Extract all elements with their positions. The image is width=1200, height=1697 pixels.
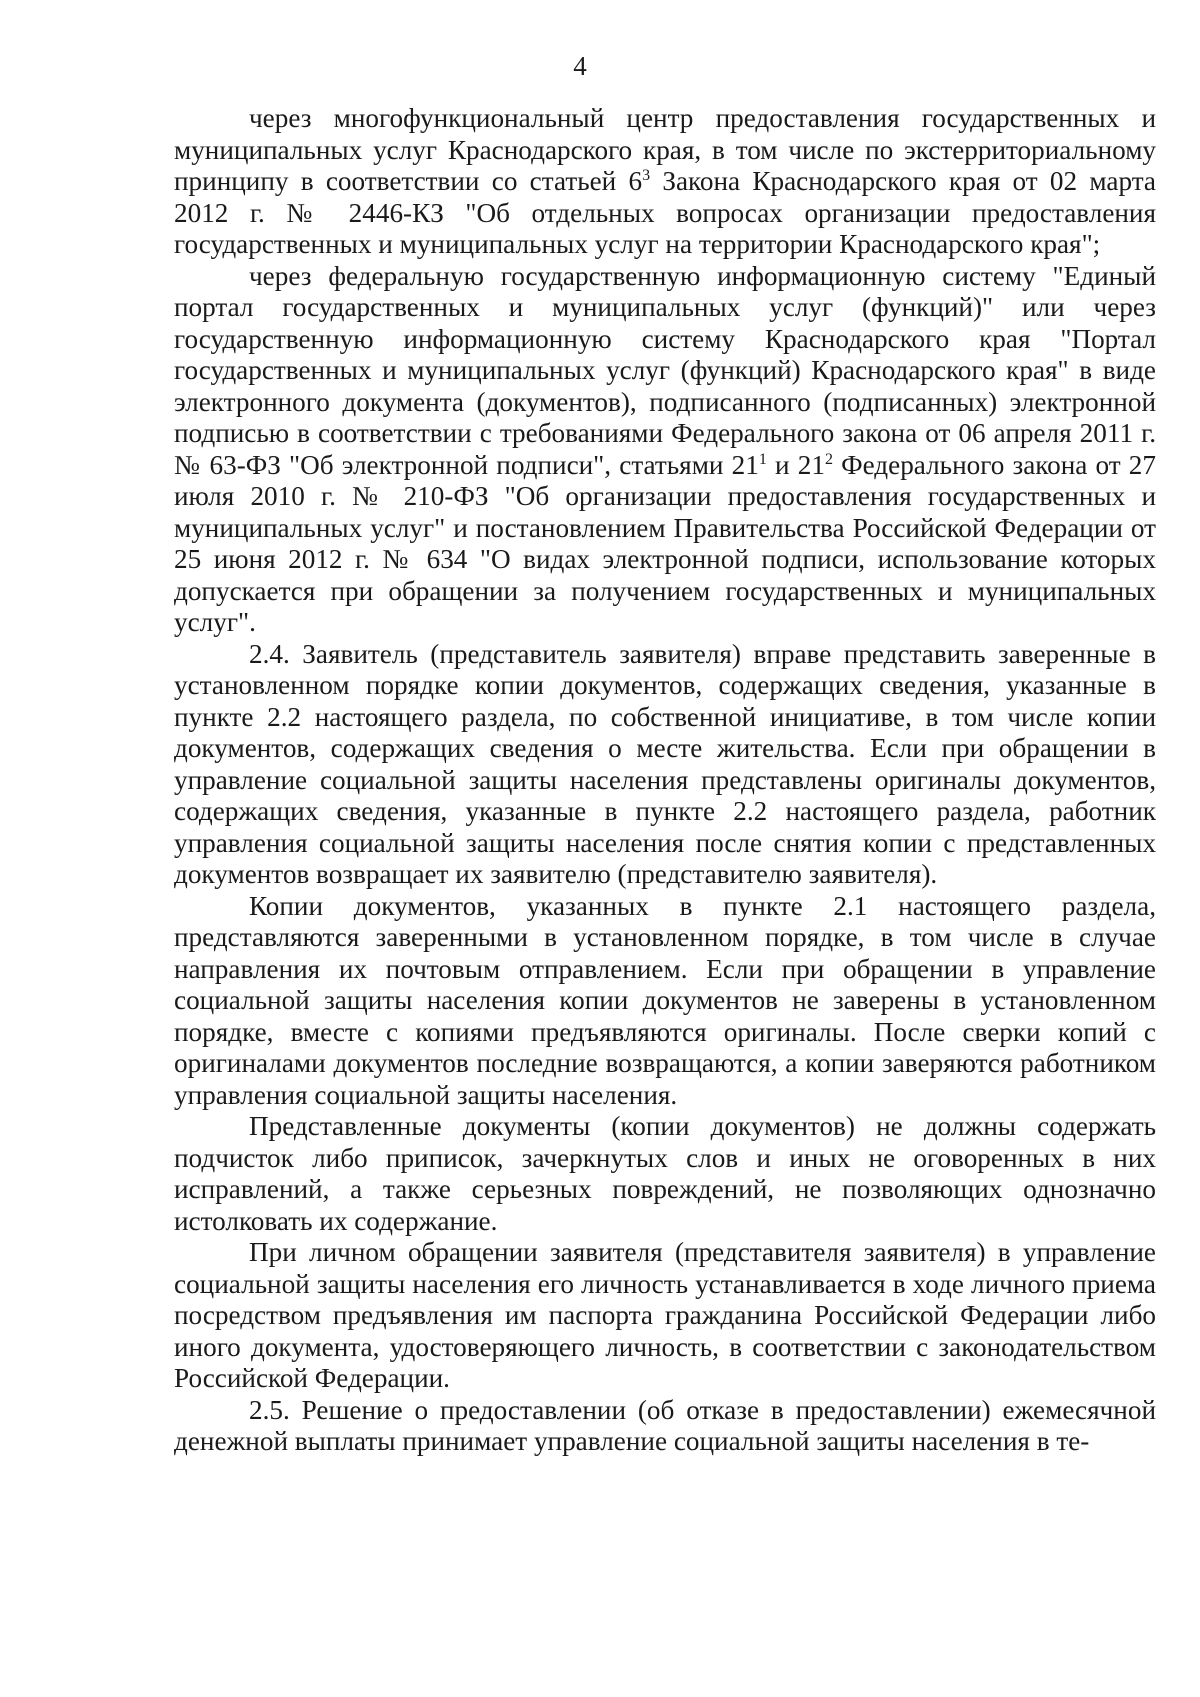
paragraph-text: Федерального закона от 27 июля 2010 г. № 210-ФЗ "Об организации предоставления государственных и муниципальных услуг" и постановлением Правительства Российской Федерации от 25 июня 2012 г. № 634 "О видах электронной подписи, использование которых допускается при обращении за получением государственных и муниципальных услуг". [174,449,1156,637]
paragraph-text: Закона Краснодарского края от 02 марта 2012 г. № 2446-КЗ "Об отдельных вопросах организации предоставления государственных и муниципальных услуг на территории Краснодарского края"; [174,166,1156,259]
paragraph-text: и 21 [766,449,825,480]
paragraph-text: 2.4. Заявитель (представитель заявителя) вправе представить заверенные в установленном порядке копии документов, содержащих сведения, указанные в пункте 2.2 настоящего раздела, по собственной инициативе, в том числе копии документов, содержащих сведения о месте жительства. Если при обращении в управление социальной защиты населения представлены оригиналы документов, содержащих сведения, указанные в пункте 2.2 настоящего раздела, работник управления социальной защиты населения после снятия копии с представленных документов возвращает их заявителю (представителю заявителя). [174,638,1156,889]
paragraph-text: через многофункциональный центр предоставления государственных и муниципальных услуг Краснодарского края, в том числе по экстерриториальному принципу в соответствии со статьей 6 [174,103,1156,196]
paragraph-text: Копии документов, указанных в пункте 2.1 настоящего раздела, представляются заверенными в установленном порядке, в том числе в случае направления их почтовым отправлением. Если при обращении в управление социальной защиты населения копии документов не заверены в установленном порядке, вместе с копиями предъявляются оригиналы. После сверки копий с оригиналами документов последние возвращаются, а копии заверяются работником управления социальной защиты населения. [174,890,1156,1110]
paragraph-portal [174,261,1156,639]
superscript: 3 [642,166,651,184]
paragraph-no-corrections [174,1111,1156,1237]
paragraph-text: через федеральную государственную информационную систему "Единый портал государственных и муниципальных услуг (функций)" или через государственную информационную систему Краснодарского края "Портал государственных и муниципальных услуг (функций) Краснодарского края" в виде электронного документа (документов), подписанного (подписанных) электронной подписью в соответствии с требованиями Федерального закона от 06 апреля 2011 г. № 63-ФЗ "Об электронной подписи", статьями 21 [174,260,1156,480]
paragraph-clause-2-5 [174,1395,1156,1458]
paragraph-text: При личном обращении заявителя (представителя заявителя) в управление социальной защиты населения его личность устанавливается в ходе личного приема посредством предъявления им паспорта гражданина Российской Федерации либо иного документа, удостоверяющего личность, в соответствии с законодательством Российской Федерации. [174,1237,1156,1393]
document-body [174,103,1156,1458]
paragraph-identity [174,1237,1156,1395]
page-number: 4 [573,51,587,81]
superscript: 2 [824,450,833,468]
paragraph-text: 2.5. Решение о предоставлении (об отказе в предоставлении) ежемесячной денежной выплаты принимает управление социальной защиты населения в те- [174,1394,1156,1456]
superscript: 1 [758,450,767,468]
paragraph-copies [174,891,1156,1112]
paragraph-mfc [174,103,1156,261]
paragraph-text: Представленные документы (копии документов) не должны содержать подчисток либо приписок, зачеркнутых слов и иных не оговоренных в них исправлений, а также серьезных повреждений, не позволяющих однозначно истолковать их содержание. [174,1111,1156,1236]
paragraph-clause-2-4 [174,639,1156,891]
